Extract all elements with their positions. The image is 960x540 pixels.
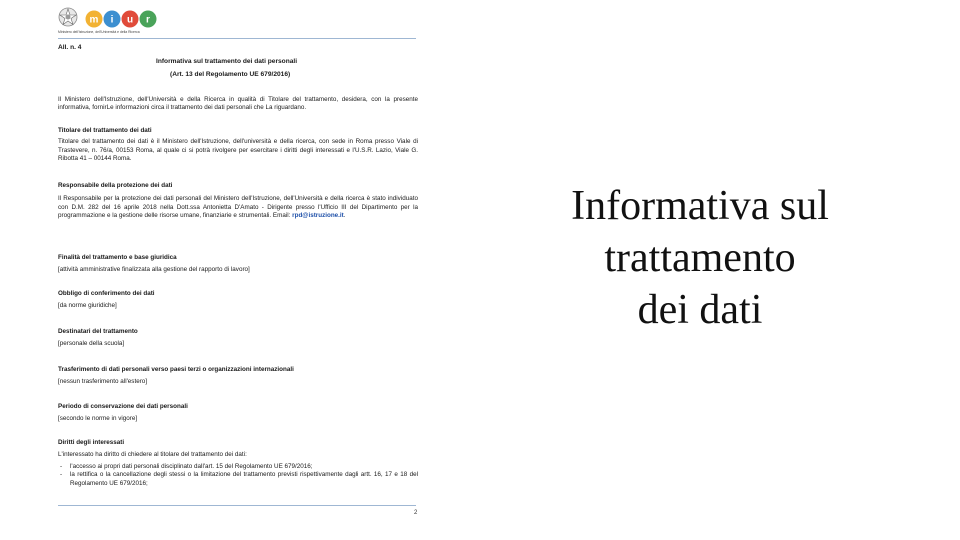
section-heading: Diritti degli interessati bbox=[58, 439, 125, 446]
section-destinatari bbox=[58, 328, 418, 349]
rights-list bbox=[58, 463, 418, 488]
section-heading: Titolare del trattamento dei dati bbox=[58, 127, 152, 134]
section-text: [attività amministrative finalizzata alla gestione del rapporto di lavoro] bbox=[58, 266, 250, 274]
section-heading: Finalità del trattamento e base giuridica bbox=[58, 254, 177, 261]
section-heading: Trasferimento di dati personali verso paesi terzi o organizzazioni internazionali bbox=[58, 366, 294, 373]
allegato-label: All. n. 4 bbox=[58, 44, 82, 51]
svg-text:r: r bbox=[146, 14, 150, 26]
section-text: [nessun trasferimento all'estero] bbox=[58, 378, 148, 386]
section-text: [da norme giuridiche] bbox=[58, 302, 117, 310]
slide-title-line: trattamento bbox=[604, 235, 796, 281]
ministry-line: Ministero dell'Istruzione, dell'Università e della Ricerca bbox=[58, 30, 140, 34]
italian-republic-emblem-icon bbox=[58, 6, 78, 28]
section-intro: L'interessato ha diritto di chiedere al titolare del trattamento dei dati: bbox=[58, 451, 247, 459]
section-responsabile bbox=[58, 182, 418, 221]
page-number: 2 bbox=[414, 510, 418, 516]
responsabile-text: Il Responsabile per la protezione dei dati personali del Ministero dell'Istruzione, dell'Università e della ricerca è stato individuato con D.M. 282 del 16 aprile 2018 nella Dott.ssa Antonietta D'Amato - Dirigente presso l'Ufficio III del Dipartimento per la programmazione e la gestione delle risorse umane, finanziarie e strumentali. Email: bbox=[58, 195, 418, 220]
list-item: - la rettifica o la cancellazione degli stessi o la limitazione del trattamento previsti rispettivamente dagli artt. 16, 17 e 18 del Regolamento UE 679/2016; bbox=[58, 471, 418, 488]
slide-title-line: dei dati bbox=[637, 287, 763, 333]
svg-text:u: u bbox=[126, 14, 134, 26]
header-divider bbox=[58, 38, 416, 39]
section-periodo bbox=[58, 403, 418, 424]
miur-logo-icon bbox=[84, 9, 164, 29]
section-heading: Responsabile della protezione dei dati bbox=[58, 182, 173, 189]
document-subtitle: (Art. 13 del Regolamento UE 679/2016) bbox=[170, 71, 291, 78]
section-text: Titolare del trattamento dei dati è il Ministero dell'Istruzione, dell'università e della ricerca, con sede in Roma presso Viale di Trastevere, n. 76/a, 00153 Roma, al quale ci si potrà rivolgere per esercitare i diritti degli interessati e l'U.S.R. Lazio, Viale G. Ribotta 41 – 00144 Roma. bbox=[58, 138, 418, 163]
section-finalita bbox=[58, 254, 418, 275]
svg-text:i: i bbox=[110, 14, 114, 26]
section-text bbox=[58, 195, 418, 220]
section-diritti bbox=[58, 439, 418, 488]
section-heading: Destinatari del trattamento bbox=[58, 328, 138, 335]
section-trasferimento bbox=[58, 366, 418, 387]
svg-text:m: m bbox=[89, 14, 99, 26]
document-header bbox=[58, 6, 418, 34]
slide-title-line: Informativa sul bbox=[571, 183, 829, 229]
section-obbligo bbox=[58, 290, 418, 311]
document-title: Informativa sul trattamento dei dati personali bbox=[156, 58, 298, 65]
responsabile-end: . bbox=[343, 212, 346, 220]
intro-paragraph: Il Ministero dell'Istruzione, dell'Università e della Ricerca in qualità di Titolare del trattamento, desidera, con la presente informativa, fornirLe informazioni circa il trattamento dei dati personali che La riguardano. bbox=[58, 96, 418, 112]
section-text: [secondo le norme in vigore] bbox=[58, 415, 138, 423]
list-item: - l'accesso ai propri dati personali disciplinato dall'art. 15 del Regolamento UE 679/2016; bbox=[58, 463, 418, 471]
document-page bbox=[50, 0, 430, 540]
section-heading: Obbligo di conferimento dei dati bbox=[58, 290, 155, 297]
slide-title bbox=[540, 180, 860, 336]
section-heading: Periodo di conservazione dei dati personali bbox=[58, 403, 188, 410]
footer-divider bbox=[58, 505, 416, 506]
section-text: [personale della scuola] bbox=[58, 340, 125, 348]
rpd-email-link[interactable]: rpd@istruzione.it bbox=[292, 212, 344, 220]
section-titolare bbox=[58, 127, 418, 164]
